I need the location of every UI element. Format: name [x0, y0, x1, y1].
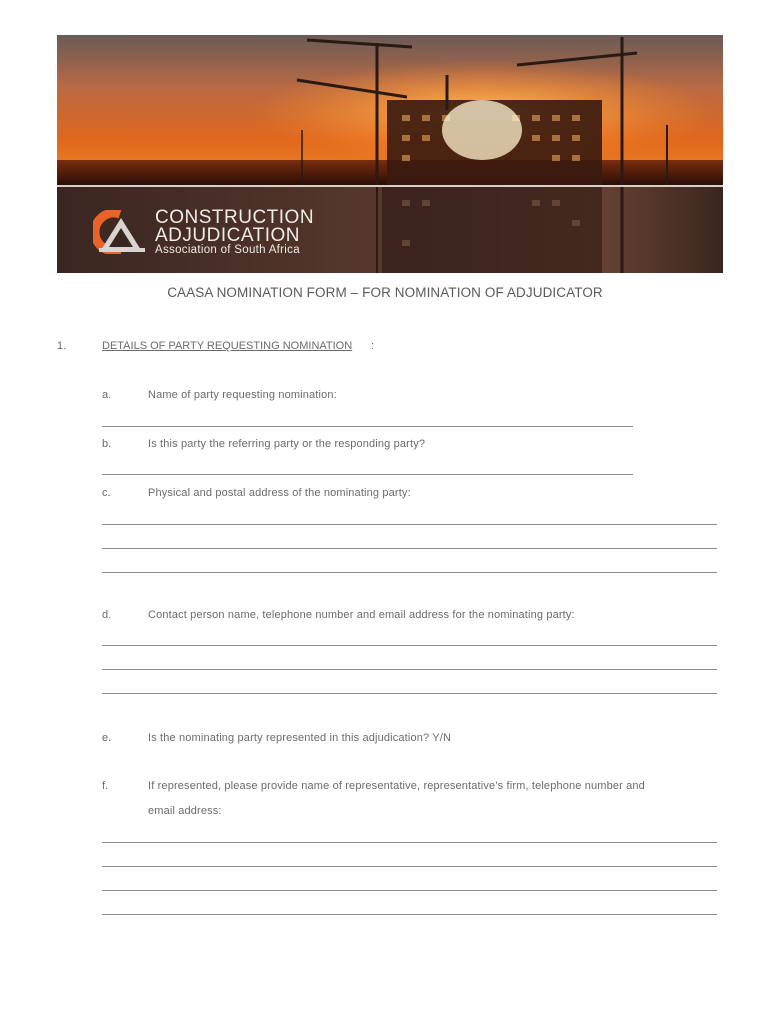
question-b-label: Is this party the referring party or the responding party? — [148, 438, 426, 450]
form-title: CAASA NOMINATION FORM – FOR NOMINATION OF ADJUDICATOR — [167, 285, 603, 300]
brand-name-line2: ADJUDICATION — [155, 225, 300, 246]
question-f-letter: f. — [102, 780, 109, 792]
section-title: DETAILS OF PARTY REQUESTING NOMINATION — [102, 340, 353, 352]
section-number: 1. — [57, 340, 67, 352]
answer-f-line-3[interactable] — [102, 890, 717, 891]
question-e-label: Is the nominating party represented in this adjudication? Y/N — [148, 732, 452, 744]
answer-d-line-1[interactable] — [102, 645, 717, 646]
question-b-letter: b. — [102, 438, 112, 450]
answer-d-line-3[interactable] — [102, 693, 717, 694]
answer-d-line-2[interactable] — [102, 669, 717, 670]
answer-f-line-2[interactable] — [102, 866, 717, 867]
question-c-label: Physical and postal address of the nominating party: — [148, 487, 411, 499]
answer-a-line-1[interactable] — [102, 426, 633, 427]
question-d-label: Contact person name, telephone number and email address for the nominating party: — [148, 609, 575, 621]
question-c-letter: c. — [102, 487, 111, 499]
question-d-letter: d. — [102, 609, 112, 621]
question-a-label: Name of party requesting nomination: — [148, 389, 337, 401]
question-a-letter: a. — [102, 389, 112, 401]
answer-c-line-2[interactable] — [102, 548, 717, 549]
header-banner — [57, 35, 723, 273]
question-f-label: If represented, please provide name of representative, representative’s firm, telephone number and — [148, 780, 645, 792]
brand-name-line1: CONSTRUCTION — [155, 207, 315, 228]
answer-f-line-1[interactable] — [102, 842, 717, 843]
section-title-colon: : — [371, 340, 375, 352]
answer-c-line-1[interactable] — [102, 524, 717, 525]
answer-c-line-3[interactable] — [102, 572, 717, 573]
answer-b-line-1[interactable] — [102, 474, 633, 475]
answer-f-line-4[interactable] — [102, 914, 717, 915]
question-e-letter: e. — [102, 732, 112, 744]
brand-tagline: Association of South Africa — [155, 244, 300, 256]
question-f-label-continued: email address: — [148, 805, 222, 817]
caasa-logo-icon — [93, 210, 149, 254]
